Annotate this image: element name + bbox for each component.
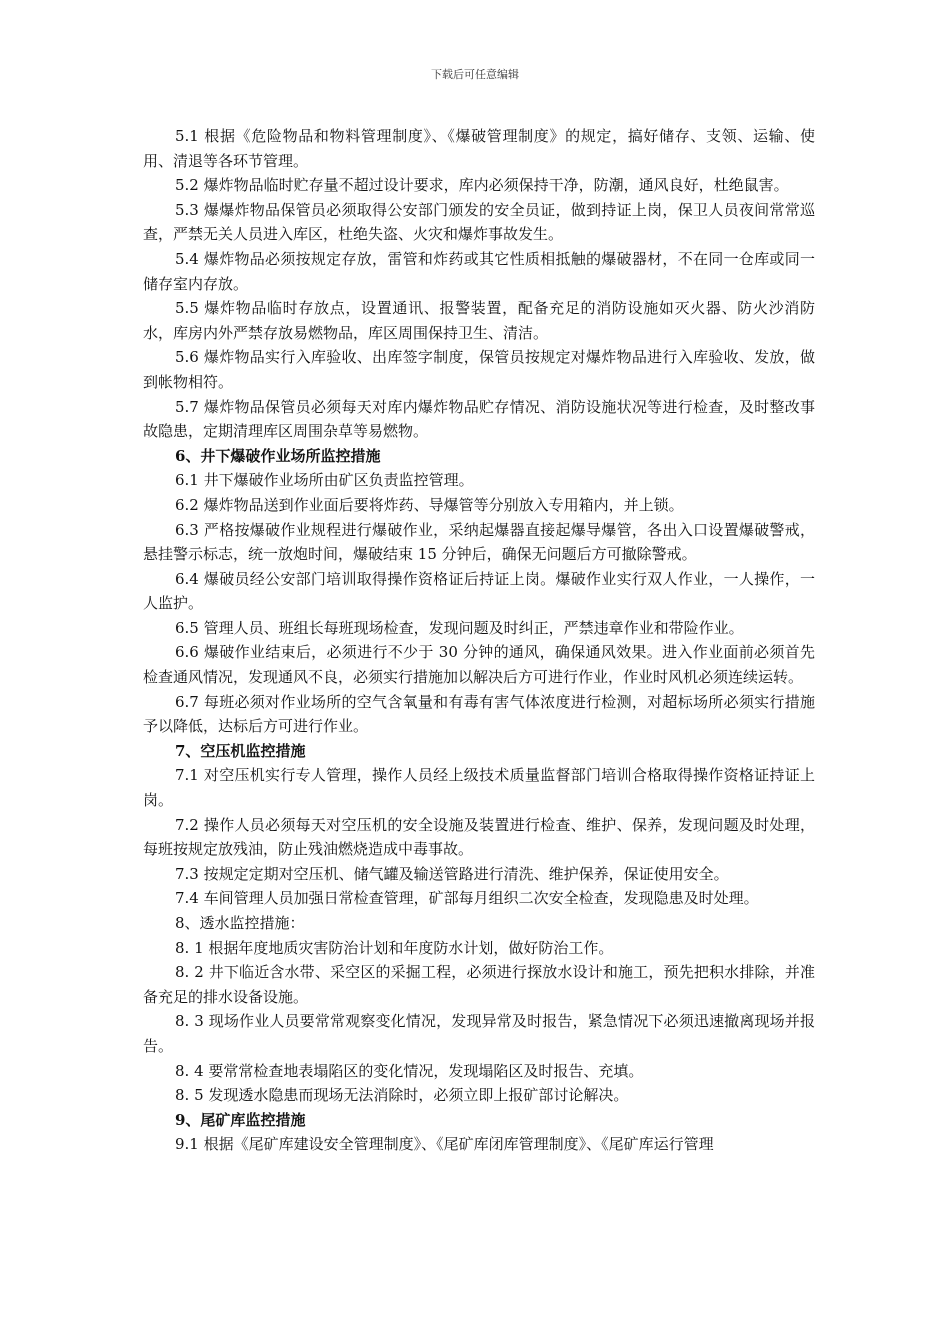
paragraph: 7.2 操作人员必须每天对空压机的安全设施及装置进行检查、维护、保养，发现问题及时处理，每班按规定放残油，防止残油燃烧造成中毒事故。 — [143, 815, 815, 859]
paragraph: 8. 1 根据年度地质灾害防治计划和年度防水计划，做好防治工作。 — [175, 938, 614, 957]
paragraph: 5.6 爆炸物品实行入库验收、出库签字制度，保管员按规定对爆炸物品进行入库验收、发放，做到帐物相符。 — [143, 348, 815, 391]
paragraph: 5.3 爆爆炸物品保管员必须取得公安部门颁发的安全员证，做到持证上岗，保卫人员夜间常常巡查，严禁无关人员进入库区，杜绝失盗、火灾和爆炸事故发生。 — [143, 200, 815, 244]
paragraph: 8. 5 发现透水隐患而现场无法消除时，必须立即上报矿部讨论解决。 — [175, 1086, 629, 1105]
paragraph: 8. 4 要常常检查地表塌陷区的变化情况，发现塌陷区及时报告、充填。 — [175, 1061, 644, 1080]
paragraph: 9.1 根据《尾矿库建设安全管理制度》、《尾矿库闭库管理制度》、《尾矿库运行管理 — [175, 1135, 714, 1154]
paragraph: 6.4 爆破员经公安部门培训取得操作资格证后持证上岗。爆破作业实行双人作业，一人操作，一人监护。 — [143, 569, 815, 613]
paragraph: 6.7 每班必须对作业场所的空气含氧量和有毒有害气体浓度进行检测，对超标场所必须实行措施予以降低，达标后方可进行作业。 — [143, 692, 815, 736]
paragraph: 7.4 车间管理人员加强日常检查管理，矿部每月组织二次安全检查，发现隐患及时处理。 — [175, 889, 759, 908]
paragraph: 7.1 对空压机实行专人管理，操作人员经上级技术质量监督部门培训合格取得操作资格证持证上岗。 — [143, 766, 815, 810]
paragraph: 8. 3 现场作业人员要常常观察变化情况，发现异常及时报告，紧急情况下必须迅速撤离现场并报告。 — [143, 1012, 815, 1055]
section-heading: 6、井下爆破作业场所监控措施 — [175, 446, 381, 465]
paragraph: 7.3 按规定定期对空压机、储气罐及输送管路进行清洗、维护保养，保证使用安全。 — [175, 864, 729, 883]
document-body — [143, 124, 815, 1157]
paragraph: 5.7 爆炸物品保管员必须每天对库内爆炸物品贮存情况、消防设施状况等进行检查，及时整改事故隐患，定期清理库区周围杂草等易燃物。 — [143, 397, 815, 441]
section-heading: 9、尾矿库监控措施 — [175, 1110, 306, 1129]
section-heading: 7、空压机监控措施 — [175, 741, 306, 760]
paragraph: 6.6 爆破作业结束后，必须进行不少于 30 分钟的通风，确保通风效果。进入作业面前必须首先检查通风情况，发现通风不良，必须实行措施加以解决后方可进行作业，作业时风机必须连续运转。 — [143, 643, 815, 687]
paragraph: 5.2 爆炸物品临时贮存量不超过设计要求，库内必须保持干净，防潮，通风良好，杜绝鼠害。 — [175, 176, 789, 195]
paragraph: 6.2 爆炸物品送到作业面后要将炸药、导爆管等分别放入专用箱内，并上锁。 — [175, 495, 684, 514]
paragraph: 8. 2 井下临近含水带、采空区的采掘工程，必须进行探放水设计和施工，预先把积水排除，并准备充足的排水设备设施。 — [143, 963, 815, 1006]
paragraph: 5.5 爆炸物品临时存放点，设置通讯、报警装置，配备充足的消防设施如灭火器、防火沙消防水，库房内外严禁存放易燃物品，库区周围保持卫生、清洁。 — [143, 299, 815, 342]
paragraph: 6.5 管理人员、班组长每班现场检查，发现问题及时纠正，严禁违章作业和带险作业。 — [175, 618, 744, 637]
paragraph: 5.1 根据《危险物品和物料管理制度》、《爆破管理制度》的规定，搞好储存、支领、运输、使用、清退等各环节管理。 — [143, 127, 815, 170]
paragraph: 6.3 严格按爆破作业规程进行爆破作业，采纳起爆器直接起爆导爆管，各出入口设置爆破警戒，悬挂警示标志，统一放炮时间，爆破结束 15 分钟后，确保无问题后方可撤除警戒。 — [143, 520, 815, 564]
paragraph: 8、透水监控措施： — [175, 914, 305, 932]
paragraph: 6.1 井下爆破作业场所由矿区负责监控管理。 — [175, 471, 474, 490]
page-header: 下载后可任意编辑 — [431, 68, 519, 81]
paragraph: 5.4 爆炸物品必须按规定存放，雷管和炸药或其它性质相抵触的爆破器材，不在同一仓库或同一储存室内存放。 — [143, 249, 815, 293]
